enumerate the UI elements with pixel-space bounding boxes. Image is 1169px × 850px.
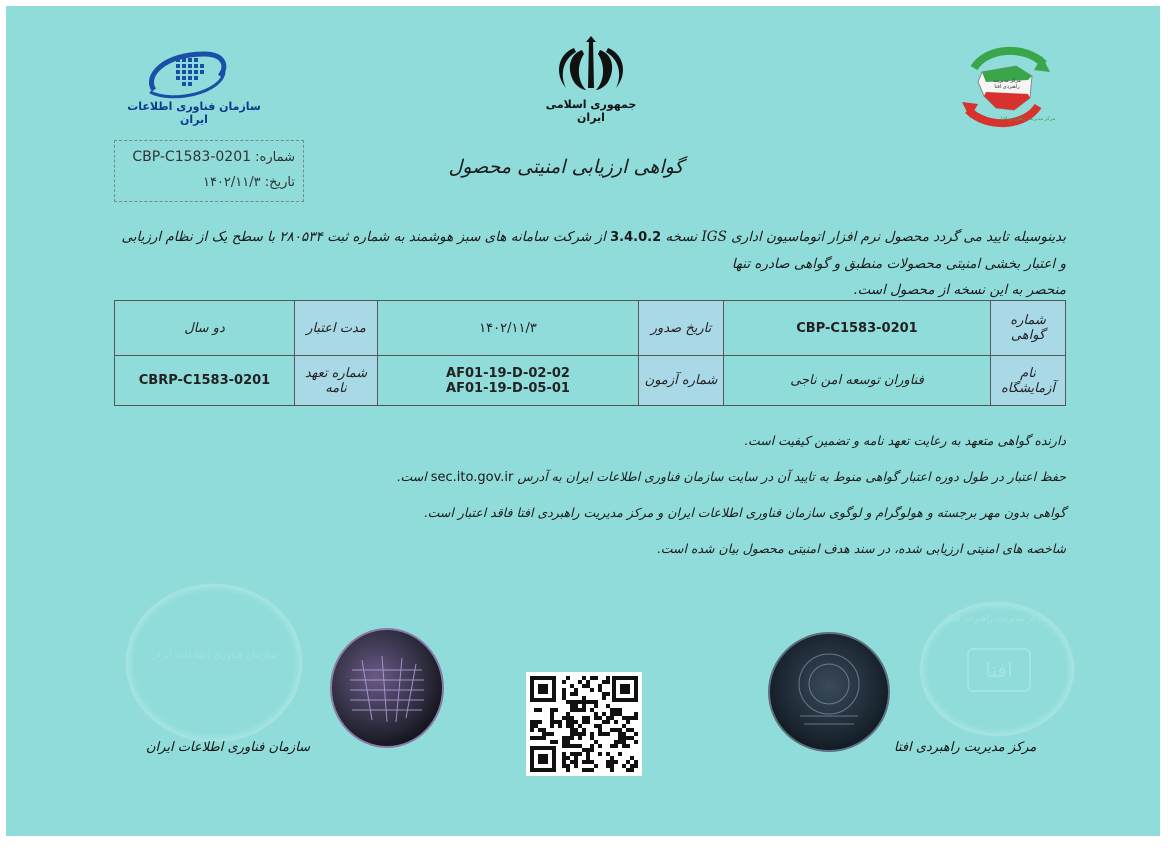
table-row — [115, 301, 1066, 356]
paragraph-version: 3.4.0.2 — [610, 230, 662, 245]
date-row — [203, 175, 295, 190]
afta-embossed-seal — [920, 602, 1074, 736]
qr-code[interactable] — [526, 672, 642, 776]
cert-number-header: شماره گواهی — [991, 301, 1066, 356]
test-number-2: AF01-19-D-05-01 — [446, 380, 570, 396]
hologram-seal-left — [330, 628, 444, 748]
signature-ito: سازمان فناوری اطلاعات ایران — [146, 740, 311, 755]
validity-header: مدت اعتبار — [295, 301, 378, 356]
iran-emblem — [536, 36, 646, 124]
paragraph-line1-part2: از شرکت سامانه های سبز هوشمند به شماره ثبت ۲۸۰۵۳۴ با سطح یک از نظام ارزیابی و اعتبار بخشی امنیتی محصولات منطبق و گواهی صادره تنها — [121, 229, 1066, 272]
paragraph-line1-part1: بدینوسیله تایید می گردد محصول نرم افزار اتوماسیون اداری IGS نسخه — [665, 229, 1066, 245]
issue-date-cell: ۱۴۰۲/۱۱/۳ — [378, 301, 639, 356]
date-label: تاریخ: — [264, 175, 295, 190]
ito-logo-label: سازمان فناوری اطلاعات ایران — [127, 100, 261, 126]
certificate-page — [6, 6, 1160, 836]
note-1: دارنده گواهی متعهد به رعایت تعهد نامه و تضمین کیفیت است. — [743, 433, 1066, 448]
afta-emboss-ring: مرکز مدیریت راهبردی افتا — [947, 614, 1047, 624]
number-date-box — [114, 140, 304, 202]
issue-date-header: تاریخ صدور — [639, 301, 724, 356]
validity-cell: دو سال — [115, 301, 295, 356]
hologram-seal-right — [768, 632, 890, 752]
hologram-left-icon — [332, 630, 442, 746]
signature-afta: مرکز مدیریت راهبردی افتا — [894, 740, 1037, 755]
number-label: شماره: — [255, 150, 295, 165]
commitment-number-header: شماره تعهد نامه — [295, 356, 378, 406]
note-2-text: حفظ اعتبار در طول دوره اعتبار گواهی منوط به تایید آن در سایت سازمان فناوری اطلاعات ایران به آدرس — [517, 469, 1066, 484]
number-value: CBP-C1583-0201 — [132, 149, 252, 165]
iran-emblem-label: جمهوری اسلامی ایران — [545, 98, 637, 124]
test-number-1: AF01-19-D-02-02 — [446, 365, 570, 381]
ito-logo — [124, 46, 264, 126]
note-3: گواهی بدون مهر برجسته و هولوگرام و لوگوی سازمان فناوری اطلاعات ایران و مرکز مدیریت راهبردی افتا فاقد اعتبار است. — [423, 505, 1066, 520]
table-row — [115, 356, 1066, 406]
test-number-cell — [378, 356, 639, 406]
notes-list — [306, 432, 1066, 576]
paragraph-line2: منحصر به این نسخه از محصول است. — [853, 282, 1066, 298]
ito-emboss-text: سازمان فناوری اطلاعات ایران — [150, 650, 278, 661]
qr-code-icon — [526, 672, 642, 776]
test-number-header: شماره آزمون — [639, 356, 724, 406]
lab-name-cell: فناوران توسعه امن ناجی — [724, 356, 991, 406]
afta-logo-label: مرکز مدیریت راهبردی افتا — [993, 78, 1021, 90]
cert-number-cell: CBP-C1583-0201 — [724, 301, 991, 356]
note-2-url: sec.ito.gov.ir — [430, 470, 514, 485]
commitment-number-cell: CBRP-C1583-0201 — [115, 356, 295, 406]
afta-logo — [956, 42, 1056, 132]
lab-name-header: نام آزمایشگاه — [991, 356, 1066, 406]
ito-embossed-seal — [126, 584, 302, 742]
certificate-title: گواهی ارزیابی امنیتی محصول — [448, 156, 684, 178]
afta-emboss-text: افتا — [967, 648, 1031, 692]
note-4: شاخصه های امنیتی ارزیابی شده، در سند هدف امنیتی محصول بیان شده است. — [656, 541, 1066, 556]
main-paragraph — [116, 224, 1066, 303]
note-2-end: است. — [396, 469, 427, 484]
afta-logo-ring-text: مرکز مدیریت راهبردی افتا — [1000, 116, 1056, 122]
hologram-right-icon — [770, 634, 888, 750]
date-value: ۱۴۰۲/۱۱/۳ — [202, 175, 261, 190]
note-2 — [306, 468, 1066, 504]
number-row — [132, 149, 295, 165]
iran-emblem-icon — [536, 36, 646, 96]
ito-logo-icon — [124, 46, 264, 102]
certificate-info-table — [114, 300, 1066, 406]
